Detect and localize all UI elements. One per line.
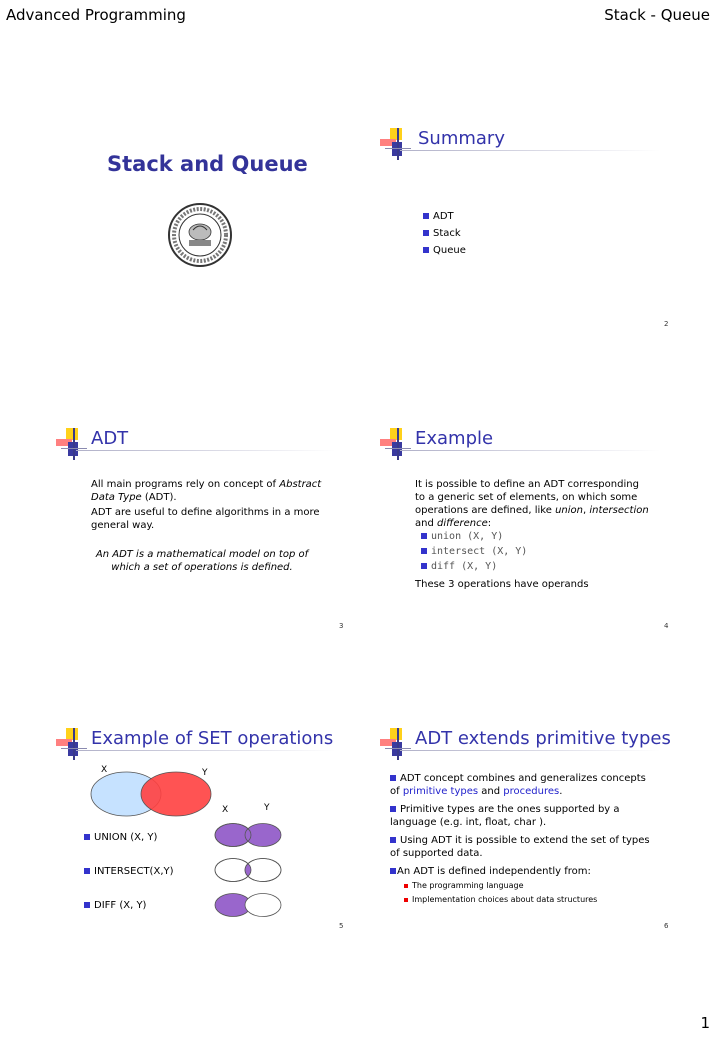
slide-4 [378, 428, 678, 693]
bullet-icon [84, 868, 90, 874]
sub-list-item: Implementation choices about data structures [404, 893, 597, 906]
slide-5 [54, 728, 354, 993]
list-item: DIFF (X, Y) [84, 899, 146, 912]
bullet-icon [423, 213, 429, 219]
bullet-paragraph: An ADT is defined independently from: [390, 865, 680, 878]
slide-6 [378, 728, 678, 993]
slide-number: 5 [339, 922, 344, 930]
slide-deco-icon [378, 128, 414, 160]
bullet-icon [390, 837, 396, 843]
slide-6-title: ADT extends primitive types [415, 728, 671, 749]
list-item: Queue [423, 244, 466, 257]
diff-diagram [214, 892, 284, 918]
slide-2 [378, 128, 678, 393]
list-item: intersect (X, Y) [421, 545, 527, 558]
paragraph: All main programs rely on concept of Abstract Data Type (ADT). [91, 479, 322, 503]
sub-bullet-icon [404, 898, 408, 902]
list-item: UNION (X, Y) [84, 831, 157, 844]
set-y-ellipse [141, 772, 211, 816]
bullet-icon [421, 563, 427, 569]
bullet-icon [390, 775, 396, 781]
doc-header-right: Stack - Queue [604, 6, 710, 24]
slide-number: 3 [339, 622, 344, 630]
bullet-icon [421, 533, 427, 539]
list-item: ADT [423, 210, 454, 223]
set-y-label-small: Y [264, 803, 270, 813]
slide-deco-icon [378, 728, 414, 760]
paragraph: It is possible to define an ADT corresponding to a generic set of elements, on which some operations are defined, like union, intersection and difference: [415, 479, 649, 529]
union-diagram [214, 822, 284, 848]
slide-deco-icon [378, 428, 414, 460]
page-number: 1 [700, 1014, 710, 1032]
intersect-diagram [214, 857, 284, 883]
doc-header-left: Advanced Programming [6, 6, 186, 24]
slide-number: 4 [664, 622, 669, 630]
slide-4-title: Example [415, 428, 494, 449]
bullet-icon [421, 548, 427, 554]
bullet-icon [84, 902, 90, 908]
bullet-paragraph: Primitive types are the ones supported by a language (e.g. int, float, char ). [390, 804, 620, 828]
slide-3 [54, 428, 354, 693]
bullet-icon [390, 868, 396, 874]
slide-number: 2 [664, 320, 669, 328]
slide-1 [45, 130, 345, 395]
paragraph: These 3 operations have operands [415, 579, 589, 590]
bullet-paragraph: Using ADT it is possible to extend the set of types of supported data. [390, 835, 650, 859]
sub-bullet-icon [404, 884, 408, 888]
slide-1-title: Stack and Queue [107, 152, 308, 176]
bullet-icon [423, 247, 429, 253]
set-x-label: X [101, 765, 108, 775]
bullet-icon [84, 834, 90, 840]
list-item: diff (X, Y) [421, 560, 497, 573]
paragraph: ADT are useful to define algorithms in a more general way. [91, 507, 320, 531]
list-item: union (X, Y) [421, 530, 503, 543]
slide-deco-icon [54, 728, 90, 760]
slide-deco-icon [54, 428, 90, 460]
quote: An ADT is a mathematical model on top of which a set of operations is defined. [95, 549, 309, 573]
list-item: INTERSECT(X,Y) [84, 865, 174, 878]
venn-diagram [90, 770, 215, 818]
bullet-icon [390, 806, 396, 812]
sub-list-item: The programming language [404, 879, 524, 892]
bullet-paragraph: ADT concept combines and generalizes concepts of primitive types and procedures. [390, 773, 646, 797]
bullet-icon [423, 230, 429, 236]
list-item: Stack [423, 227, 461, 240]
slide-2-title: Summary [418, 128, 505, 149]
set-y-label: Y [202, 768, 208, 778]
set-x-label-small: X [222, 805, 229, 815]
slide-3-title: ADT [91, 428, 129, 449]
university-seal-logo [167, 202, 233, 268]
slide-5-title: Example of SET operations [91, 728, 334, 749]
slide-number: 6 [664, 922, 669, 930]
